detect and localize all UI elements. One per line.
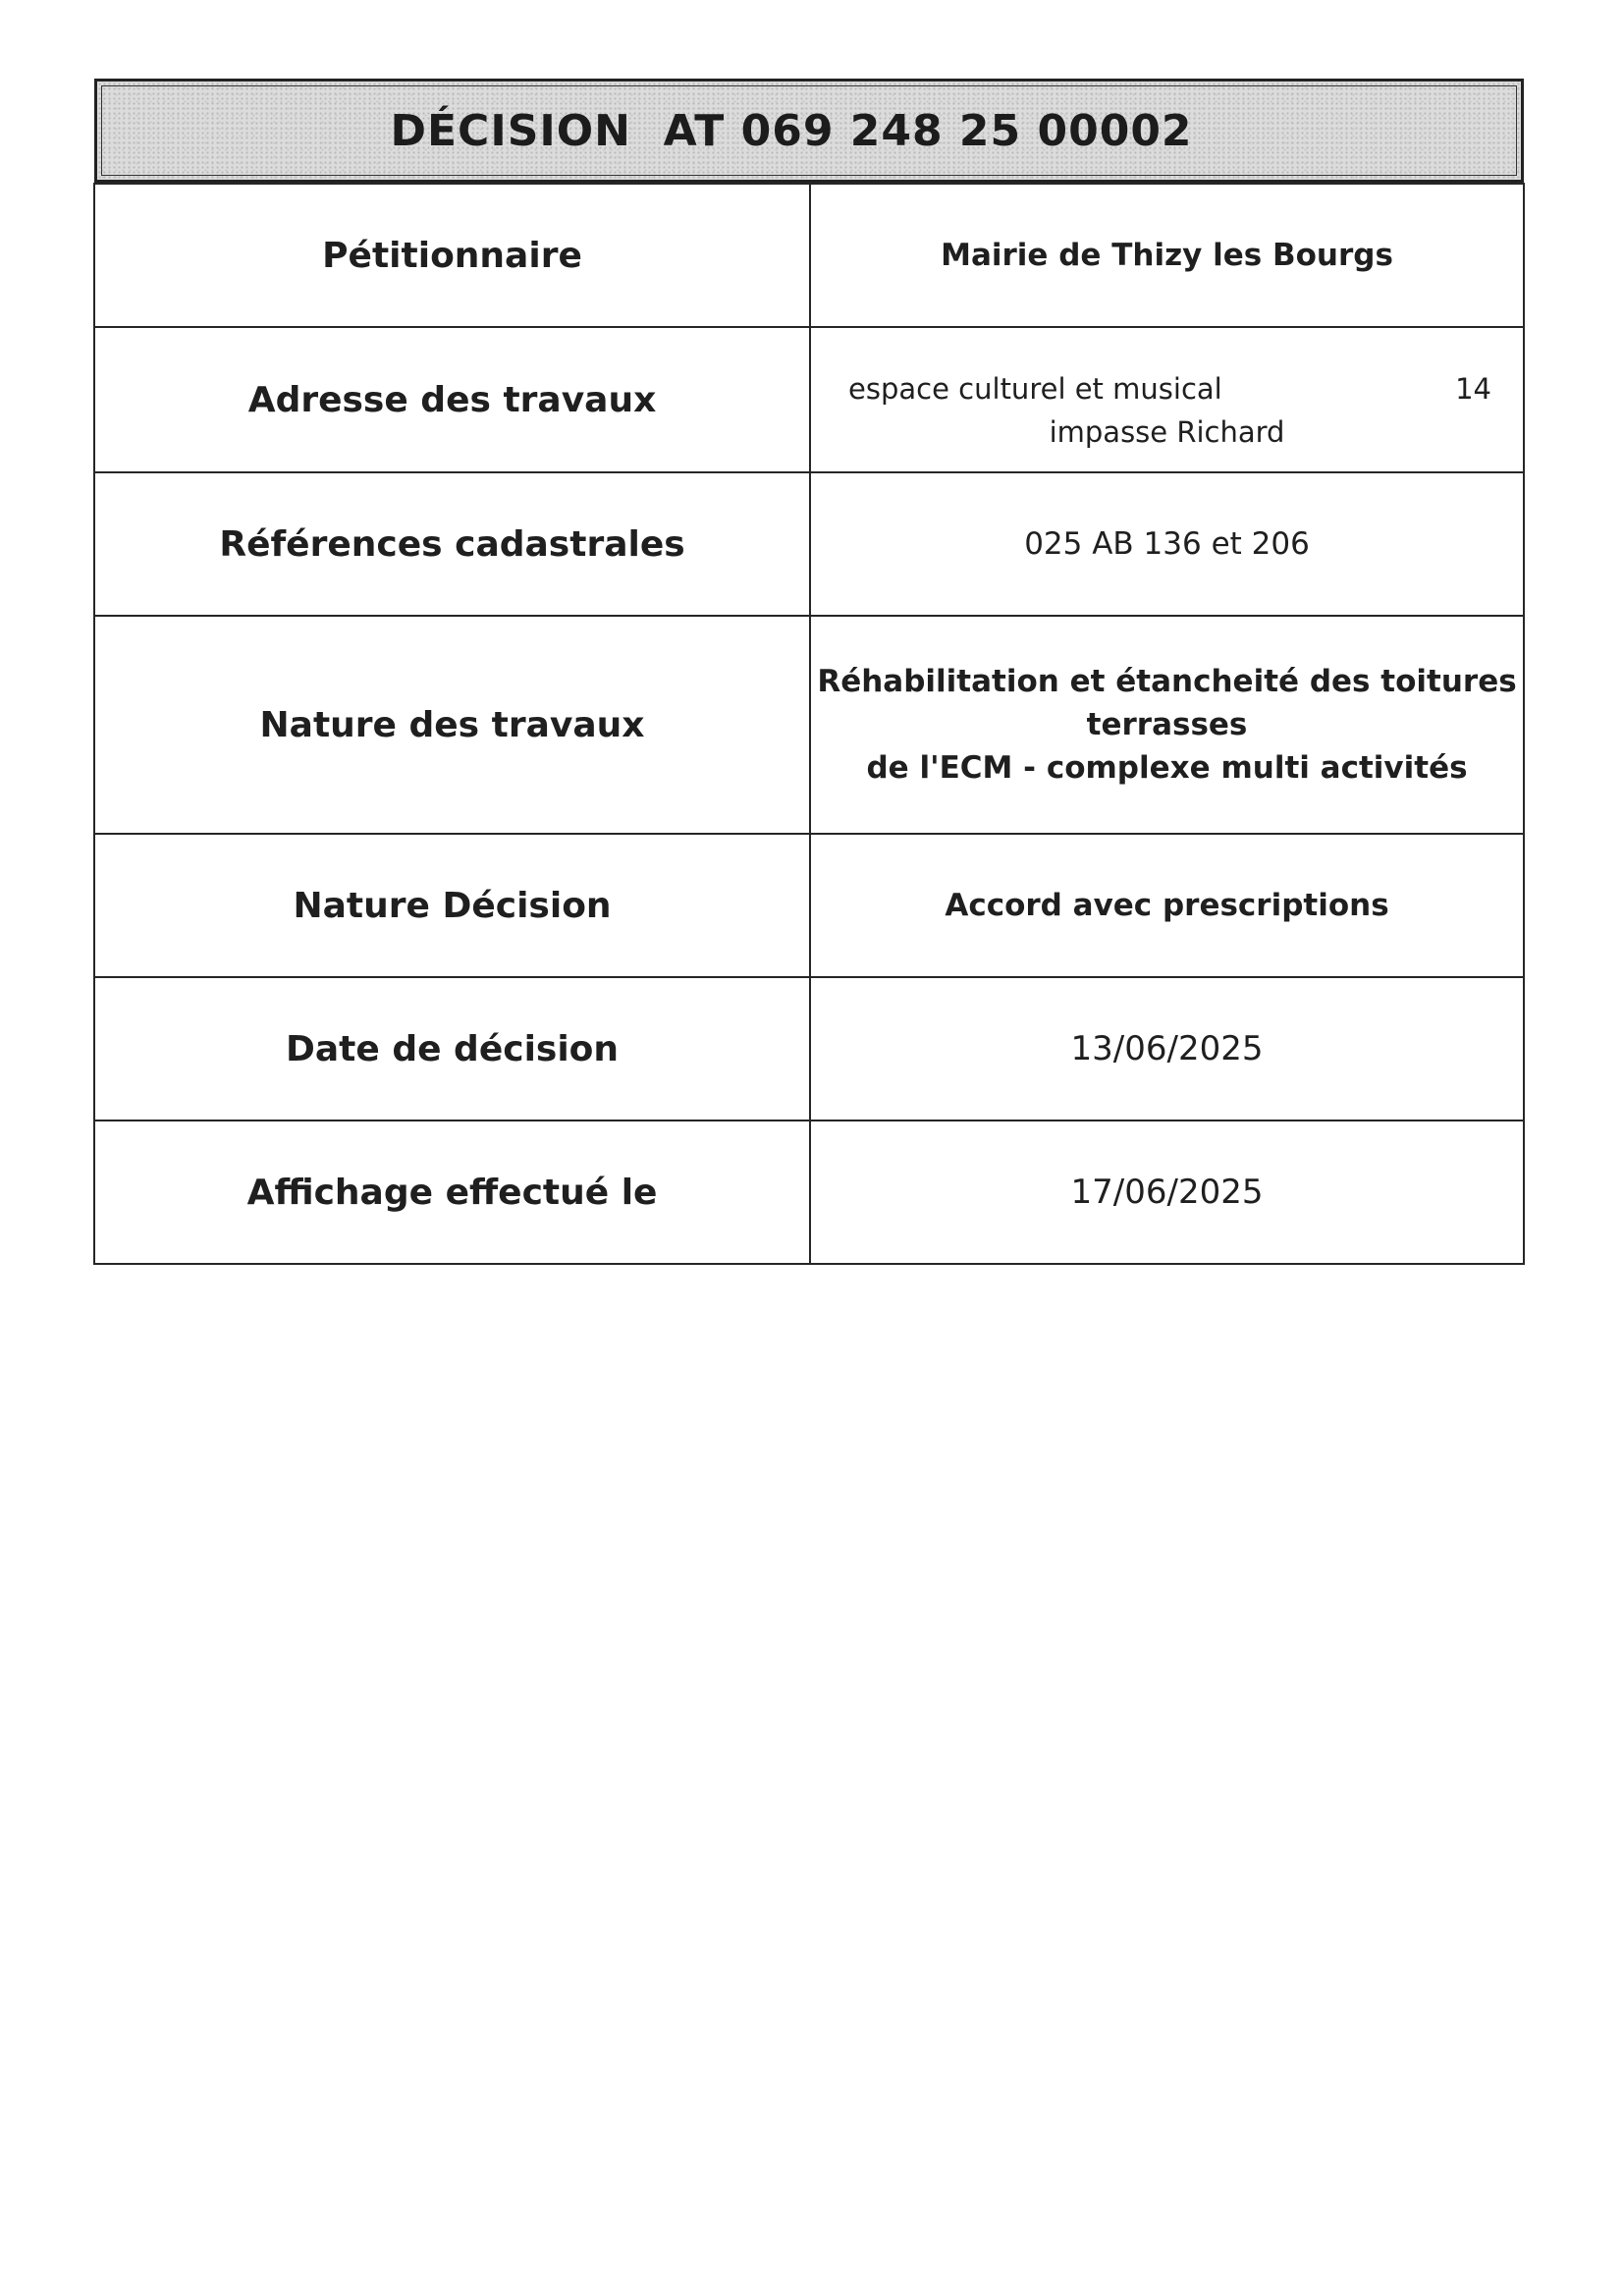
decision-title: DÉCISION AT 069 248 25 00002	[390, 105, 1193, 156]
label-cadastre: Références cadastrales	[94, 472, 810, 616]
label-nature-travaux: Nature des travaux	[94, 616, 810, 834]
row-cadastre	[94, 472, 1524, 616]
nature-travaux-line1: Réhabilitation et étancheité des toitures terrasses	[817, 664, 1517, 742]
adresse-number: 14	[1455, 372, 1491, 406]
label-affichage: Affichage effectué le	[94, 1121, 810, 1264]
label-adresse: Adresse des travaux	[94, 327, 810, 472]
adresse-line1: espace culturel et musical	[848, 372, 1222, 406]
decision-title-box	[94, 79, 1524, 183]
row-adresse	[94, 327, 1524, 472]
value-nature-travaux	[810, 616, 1524, 834]
value-adresse	[810, 327, 1524, 472]
decision-title-frame	[101, 85, 1517, 176]
value-nature-decision: Accord avec prescriptions	[810, 834, 1524, 977]
row-petitionnaire	[94, 184, 1524, 327]
row-date-decision	[94, 977, 1524, 1121]
nature-travaux-line2: de l'ECM - complexe multi activités	[866, 750, 1468, 786]
adresse-line2: impasse Richard	[1049, 415, 1285, 449]
value-petitionnaire: Mairie de Thizy les Bourgs	[810, 184, 1524, 327]
row-affichage	[94, 1121, 1524, 1264]
label-petitionnaire: Pétitionnaire	[94, 184, 810, 327]
label-nature-decision: Nature Décision	[94, 834, 810, 977]
decision-table	[93, 183, 1525, 1265]
row-nature-decision	[94, 834, 1524, 977]
value-date-decision: 13/06/2025	[810, 977, 1524, 1121]
label-date-decision: Date de décision	[94, 977, 810, 1121]
value-cadastre: 025 AB 136 et 206	[810, 472, 1524, 616]
value-affichage: 17/06/2025	[810, 1121, 1524, 1264]
row-nature-travaux	[94, 616, 1524, 834]
